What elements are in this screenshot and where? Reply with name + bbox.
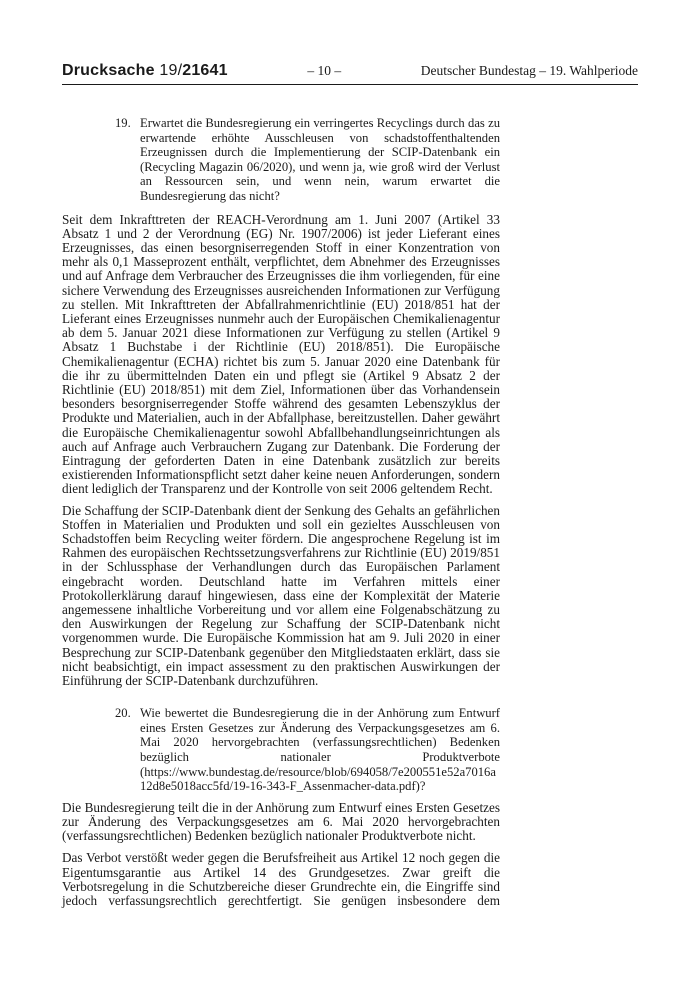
page-content: [62, 116, 500, 908]
doc-label: Drucksache: [62, 62, 155, 79]
page-header: [62, 62, 638, 80]
question-20: [115, 706, 500, 794]
question-19-text: Erwartet die Bundesregierung ein verringertes Recyclings durch das zu erwartende erhöhte Ausschleusen von schadstoffenthaltenden Erzeugnissen durch die Implementierung der SCIP-Datenbank ein (Recycling Magazin 06/2020), und wenn ja, wie groß wird der Verlust an Ressourcen sein, und wenn nein, warum erwartet die Bundesregierung das nicht?: [140, 116, 500, 203]
question-20-text: Wie bewertet die Bundesregierung die in der Anhörung zum Entwurf eines Ersten Gesetzes zur Änderung des Verpackungsgesetzes am 6. Mai 2020 hervorgebrachten (verfassungsrechtlichen) Bedenken bezüglich nationaler Produktverbote (https://www.bundestag.de/resource/blob/694058/7e200551e52a7016a12d8e5018acc5fd/19-16-343-F_Assenmacher-data.pdf)?: [140, 706, 500, 794]
question-19: [115, 116, 500, 204]
session-info: Deutscher Bundestag – 19. Wahlperiode: [420, 63, 638, 78]
doc-number: [62, 62, 228, 80]
page-number: – 10 –: [307, 63, 342, 78]
answer-19-paragraph-1: Seit dem Inkrafttreten der REACH-Verordnung am 1. Juni 2007 (Artikel 33 Absatz 1 und 2 der Verordnung (EG) Nr. 1907/2006) ist jeder Lieferant eines Erzeugnisses, das einen besorgniserregenden Stoff in einer Konzentration von mehr als 0,1 Masseprozent enthält, verpflichtet, dem Abnehmer des Erzeugnisses und auf Anfrage dem Verbraucher des Erzeugnisses die ihm vorliegenden, für eine sichere Verwendung des Erzeugnisses ausreichenden Informationen zur Verfügung zu stellen. Mit Inkrafttreten der Abfallrahmenrichtlinie (EU) 2018/851 hat der Lieferant eines Erzeugnisses nunmehr auch der Europäischen Chemikalienagentur ab dem 5. Januar 2021 diese Informationen zur Verfügung zu stellen (Artikel 9 Absatz 1 Buchstabe i der Richtlinie (EU) 2018/851). Die Europäische Chemikalienagentur (ECHA) richtet bis zum 5. Januar 2020 eine Datenbank für die ihr zu übermittelnden Daten ein und pflegt sie (Artikel 9 Absatz 2 der Richtlinie (EU) 2018/851) mit dem Ziel, Informationen über das Vorhandensein besonders besorgniserregender Stoffe während des gesamten Lebenszyklus der Produkte und Materialien, auch in der Abfallphase, bereitzustellen. Daher gewährt die Europäische Chemikalienagentur sowohl Abfallbehandlungseinrichtungen als auch auf Anfrage auch Verbrauchern Zugang zur Datenbank. Die Forderung der Eintragung der geforderten Daten in eine Datenbank zusätzlich zur bereits existierenden Informationspflicht setzt daher keine neuen Anforderungen, sondern dient lediglich der Transparenz und der Kontrolle von seit 2006 geltendem Recht.: [62, 211, 500, 497]
answer-20-paragraph-1: Die Bundesregierung teilt die in der Anhörung zum Entwurf eines Ersten Gesetzes zur Änderung des Verpackungsgesetzes am 6. Mai 2020 hervorgebrachten (verfassungsrechtlichen) Bedenken bezüglich nationaler Produktverbote nicht.: [62, 799, 500, 844]
question-19-number: 19.: [115, 116, 131, 130]
header-rule: [62, 84, 638, 85]
answer-19-paragraph-2: Die Schaffung der SCIP-Datenbank dient der Senkung des Gehalts an gefährlichen Stoffen in Materialien und Produkten und soll ein gezieltes Ausschleusen von Schadstoffen beim Recycling weiter fördern. Die angesprochene Regelung ist im Rahmen des europäischen Rechtssetzungsverfahrens zur Richtlinie (EU) 2019/851 in der Schlussphase der Verhandlungen durch das Europäischen Parlament eingebracht worden. Deutschland hatte im Verfahren mittels einer Protokollerklärung darauf hingewiesen, dass eine der Komplexität der Materie angemessene inhaltliche Vorbereitung und vor allem eine Folgenabschätzung zu den Auswirkungen der Regelung zur Schaffung der SCIP-Datenbank nicht vorgenommen wurde. Die Europäische Kommission hat am 9. Juli 2020 in einer Besprechung zur SCIP-Datenbank gegenüber den Mitgliedstaaten erklärt, dass sie nicht beabsichtigt, ein impact assessment zu den praktischen Auswirkungen der Einführung der SCIP-Datenbank durchzuführen.: [62, 502, 500, 689]
doc-number-value: 19/21641: [159, 62, 228, 79]
answer-20-paragraph-2: Das Verbot verstößt weder gegen die Berufsfreiheit aus Artikel 12 noch gegen die Eigentumsgarantie aus Artikel 14 des Grundgesetzes. Zwar greift die Verbotsregelung in die Schutzbereiche dieser Grundrechte ein, die Eingriffe sind jedoch verfassungsrechtlich gerechtfertigt. Sie genügen insbesondere dem: [62, 850, 500, 909]
question-20-number: 20.: [115, 706, 131, 721]
